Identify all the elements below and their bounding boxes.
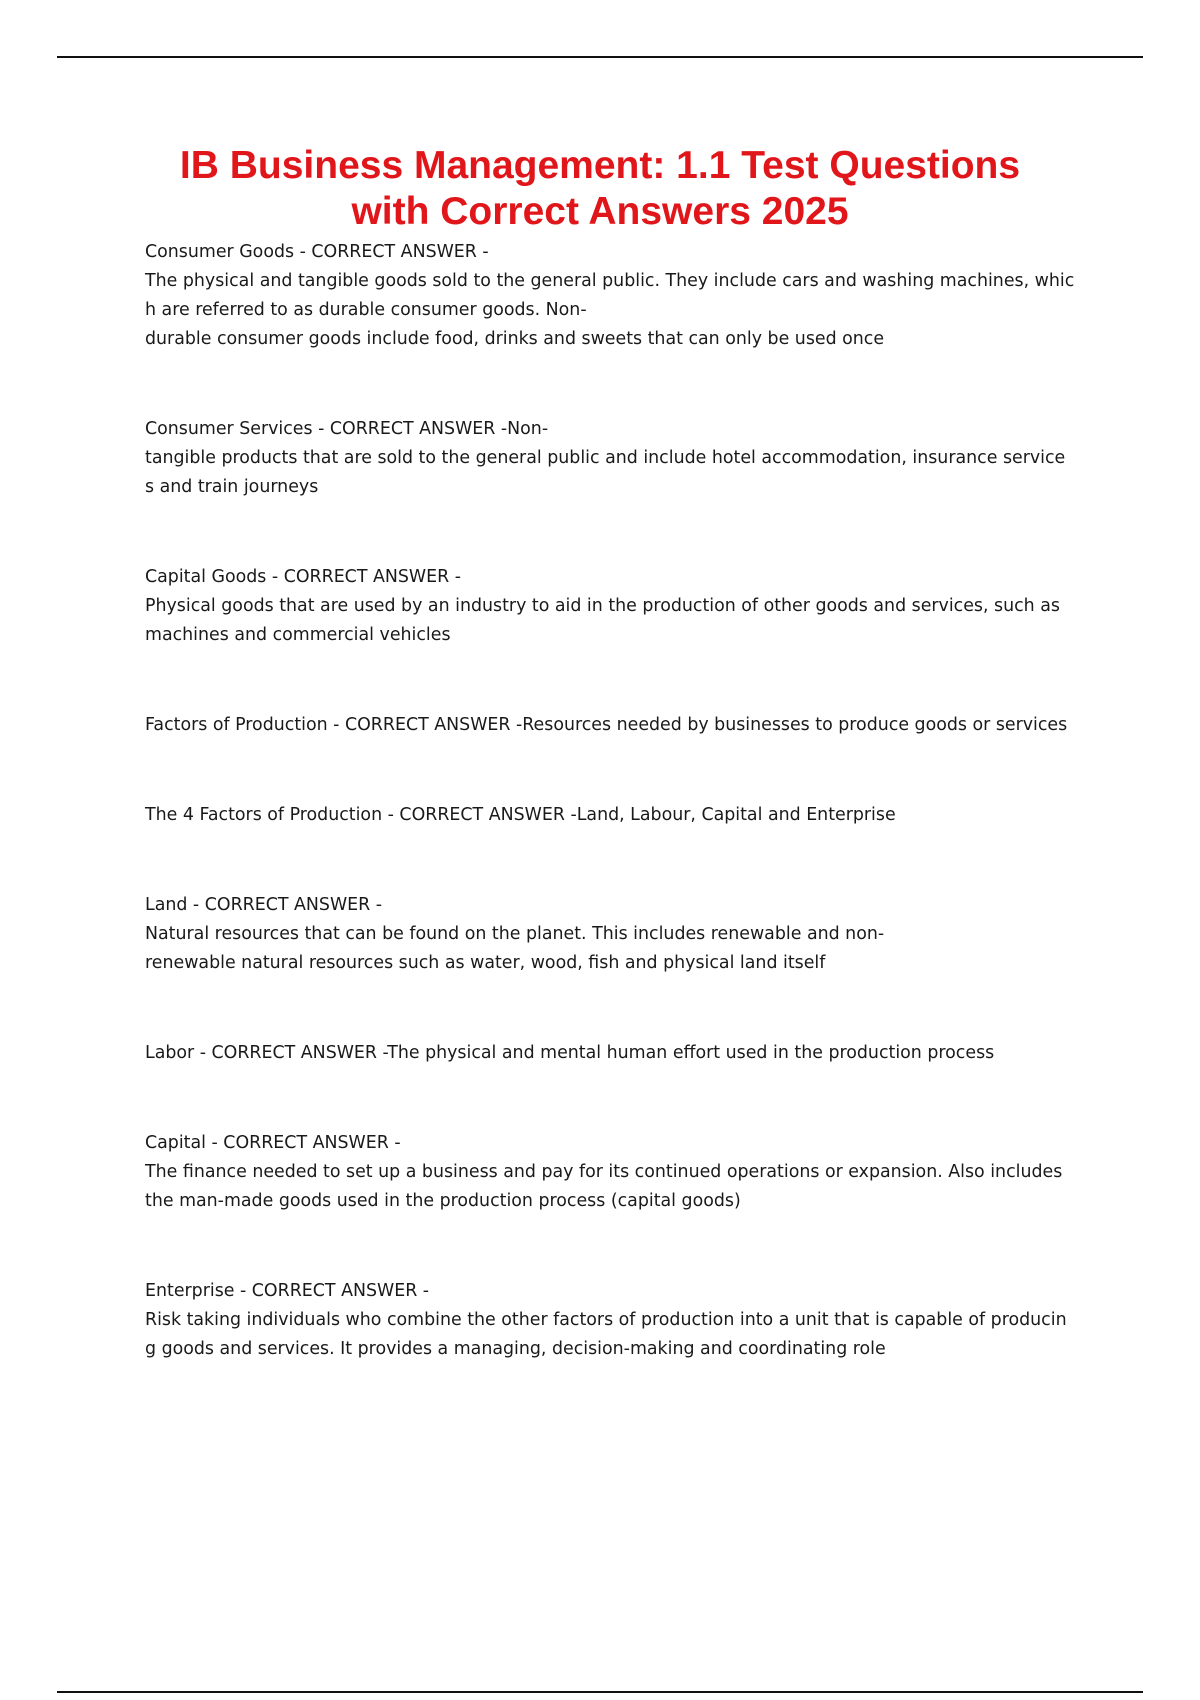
qa-answer-line: The physical and tangible goods sold to the general public. They include cars and washing machines, whic bbox=[145, 271, 1075, 291]
qa-list bbox=[145, 238, 1095, 1425]
qa-question: Enterprise - CORRECT ANSWER - bbox=[145, 1281, 430, 1301]
qa-entry-enterprise bbox=[145, 1277, 1095, 1364]
qa-question: The 4 Factors of Production - CORRECT ANSWER -Land, Labour, Capital and Enterprise bbox=[145, 805, 896, 825]
qa-answer-line: renewable natural resources such as water, wood, fish and physical land itself bbox=[145, 953, 826, 973]
qa-answer-line: machines and commercial vehicles bbox=[145, 625, 451, 645]
qa-answer-line: Physical goods that are used by an industry to aid in the production of other goods and services, such as bbox=[145, 596, 1060, 616]
bottom-rule bbox=[57, 1691, 1143, 1693]
qa-question: Consumer Goods - CORRECT ANSWER - bbox=[145, 242, 489, 262]
qa-answer-line: Natural resources that can be found on the planet. This includes renewable and non- bbox=[145, 924, 885, 944]
qa-entry-capital bbox=[145, 1129, 1095, 1216]
qa-question: Labor - CORRECT ANSWER -The physical and mental human effort used in the production process bbox=[145, 1043, 995, 1063]
top-rule bbox=[57, 56, 1143, 58]
qa-question: Capital Goods - CORRECT ANSWER - bbox=[145, 567, 461, 587]
qa-answer-line: s and train journeys bbox=[145, 477, 319, 497]
qa-entry-factors-of-production bbox=[145, 711, 1095, 740]
qa-entry-consumer-goods bbox=[145, 238, 1095, 354]
qa-entry-capital-goods bbox=[145, 563, 1095, 650]
qa-answer-line: The finance needed to set up a business and pay for its continued operations or expansion. Also includes bbox=[145, 1162, 1063, 1182]
qa-question: Capital - CORRECT ANSWER - bbox=[145, 1133, 401, 1153]
qa-answer-line: tangible products that are sold to the general public and include hotel accommodation, insurance service bbox=[145, 448, 1066, 468]
qa-question: Factors of Production - CORRECT ANSWER -Resources needed by businesses to produce goods or services bbox=[145, 715, 1068, 735]
qa-question: Land - CORRECT ANSWER - bbox=[145, 895, 383, 915]
qa-answer-line: Risk taking individuals who combine the other factors of production into a unit that is capable of producin bbox=[145, 1310, 1067, 1330]
qa-answer-line: the man-made goods used in the production process (capital goods) bbox=[145, 1191, 741, 1211]
document-title-line: IB Business Management: 1.1 Test Questions bbox=[179, 144, 1021, 187]
qa-answer-line: durable consumer goods include food, drinks and sweets that can only be used once bbox=[145, 329, 885, 349]
document-title-line: with Correct Answers 2025 bbox=[351, 190, 849, 233]
qa-entry-consumer-services bbox=[145, 415, 1095, 502]
qa-answer-line: h are referred to as durable consumer goods. Non- bbox=[145, 300, 587, 320]
qa-question: Consumer Services - CORRECT ANSWER -Non- bbox=[145, 419, 549, 439]
qa-entry-labor bbox=[145, 1039, 1095, 1068]
qa-answer-line: g goods and services. It provides a managing, decision-making and coordinating role bbox=[145, 1339, 886, 1359]
qa-entry-four-factors bbox=[145, 801, 1095, 830]
document-title bbox=[100, 143, 1100, 235]
qa-entry-land bbox=[145, 891, 1095, 978]
